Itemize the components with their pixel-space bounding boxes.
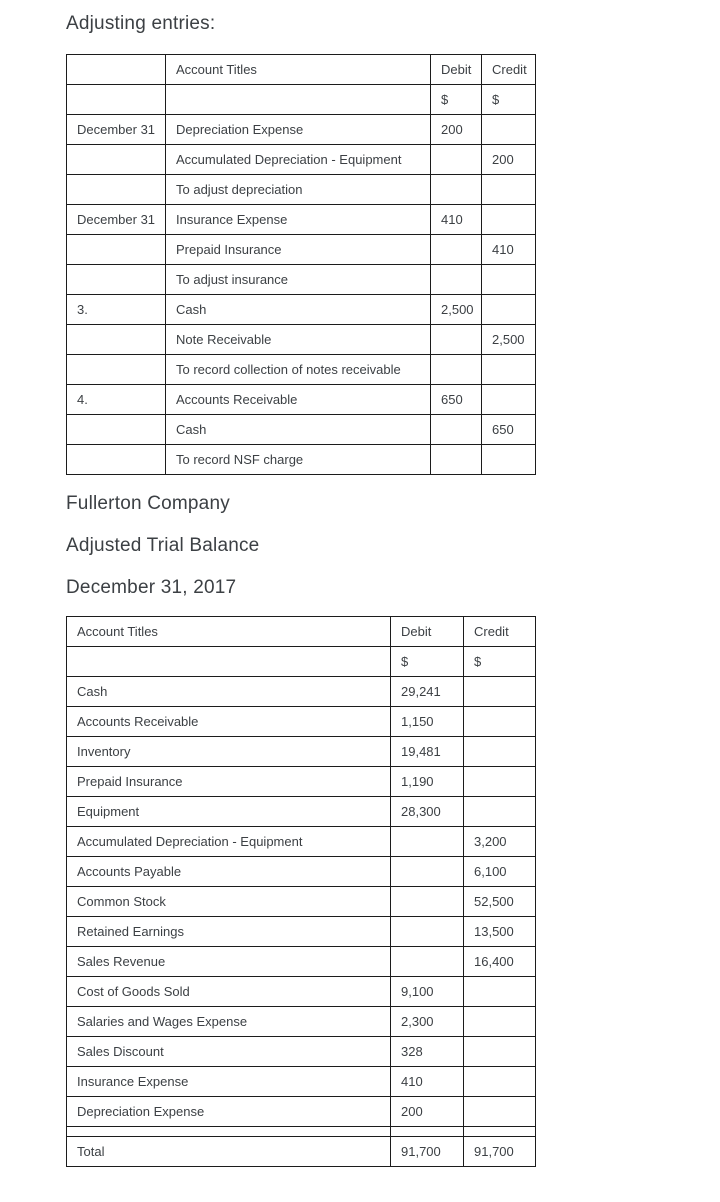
table-row <box>67 295 536 325</box>
date-cell <box>67 235 166 265</box>
table-row <box>67 947 536 977</box>
account-title-cell: Prepaid Insurance <box>67 767 391 797</box>
debit-cell <box>391 917 464 947</box>
debit-currency-cell: $ <box>431 85 482 115</box>
total-debit-cell: 91,700 <box>391 1137 464 1167</box>
account-titles-header-cell: Account Titles <box>67 617 391 647</box>
table-row <box>67 737 536 767</box>
date-cell: 4. <box>67 385 166 415</box>
credit-cell <box>482 445 536 475</box>
debit-header-cell: Debit <box>431 55 482 85</box>
credit-cell <box>464 1007 536 1037</box>
debit-cell: 28,300 <box>391 797 464 827</box>
date-cell: 3. <box>67 295 166 325</box>
account-title-cell: Accumulated Depreciation - Equipment <box>166 145 431 175</box>
account-title-cell: Insurance Expense <box>166 205 431 235</box>
date-cell <box>67 355 166 385</box>
debit-cell: 410 <box>391 1067 464 1097</box>
account-title-cell: Accounts Payable <box>67 857 391 887</box>
table-row <box>67 205 536 235</box>
total-credit-cell: 91,700 <box>464 1137 536 1167</box>
credit-cell <box>482 295 536 325</box>
account-title-cell: To adjust depreciation <box>166 175 431 205</box>
currency-row <box>67 85 536 115</box>
credit-header-cell: Credit <box>464 617 536 647</box>
account-title-cell: Cash <box>166 415 431 445</box>
table-row <box>67 677 536 707</box>
account-title-cell: Equipment <box>67 797 391 827</box>
credit-cell <box>482 205 536 235</box>
date-cell: December 31 <box>67 115 166 145</box>
date-cell: December 31 <box>67 205 166 235</box>
account-title-cell <box>166 85 431 115</box>
debit-cell <box>391 1127 464 1137</box>
table-row <box>67 145 536 175</box>
table-row <box>67 707 536 737</box>
account-title-cell: Depreciation Expense <box>166 115 431 145</box>
debit-cell: 650 <box>431 385 482 415</box>
account-title-cell: Prepaid Insurance <box>166 235 431 265</box>
total-row <box>67 1137 536 1167</box>
account-title-cell: Sales Revenue <box>67 947 391 977</box>
header-row <box>67 617 536 647</box>
debit-cell <box>431 325 482 355</box>
credit-cell <box>482 265 536 295</box>
table-row <box>67 887 536 917</box>
table-row <box>67 1037 536 1067</box>
credit-cell <box>464 1067 536 1097</box>
debit-cell: 2,500 <box>431 295 482 325</box>
credit-cell: 650 <box>482 415 536 445</box>
debit-cell <box>431 235 482 265</box>
table-row <box>67 1097 536 1127</box>
date-cell <box>67 325 166 355</box>
debit-cell <box>431 145 482 175</box>
credit-header-cell: Credit <box>482 55 536 85</box>
trial-balance-head <box>67 617 536 677</box>
credit-cell <box>482 385 536 415</box>
table-row <box>67 917 536 947</box>
table-row <box>67 977 536 1007</box>
date-cell <box>67 145 166 175</box>
debit-cell: 328 <box>391 1037 464 1067</box>
credit-cell: 6,100 <box>464 857 536 887</box>
total-label-cell: Total <box>67 1137 391 1167</box>
trial-balance-tbody <box>67 677 536 1127</box>
credit-cell: 2,500 <box>482 325 536 355</box>
debit-cell: 9,100 <box>391 977 464 1007</box>
credit-cell <box>464 797 536 827</box>
table-row <box>67 827 536 857</box>
date-cell <box>67 175 166 205</box>
debit-cell <box>431 175 482 205</box>
debit-cell <box>391 827 464 857</box>
date-cell <box>67 445 166 475</box>
credit-cell: 13,500 <box>464 917 536 947</box>
account-titles-header-cell: Account Titles <box>166 55 431 85</box>
account-title-cell: Accounts Receivable <box>67 707 391 737</box>
debit-cell <box>391 857 464 887</box>
debit-cell <box>431 445 482 475</box>
credit-cell <box>464 737 536 767</box>
debit-cell: 410 <box>431 205 482 235</box>
adjusting-entries-head <box>67 55 536 115</box>
debit-cell <box>431 265 482 295</box>
account-title-cell: To record NSF charge <box>166 445 431 475</box>
account-title-cell <box>67 1127 391 1137</box>
credit-cell <box>464 767 536 797</box>
credit-cell <box>482 175 536 205</box>
adjusting-entries-table <box>66 54 536 475</box>
table-row <box>67 767 536 797</box>
debit-cell: 1,150 <box>391 707 464 737</box>
credit-currency-cell: $ <box>482 85 536 115</box>
table-row <box>67 355 536 385</box>
account-title-cell: Sales Discount <box>67 1037 391 1067</box>
credit-cell: 52,500 <box>464 887 536 917</box>
debit-cell <box>431 415 482 445</box>
credit-cell: 200 <box>482 145 536 175</box>
adjusting-entries-heading: Adjusting entries: <box>66 13 216 34</box>
account-title-cell: Depreciation Expense <box>67 1097 391 1127</box>
trial-balance-date-heading: December 31, 2017 <box>66 577 237 598</box>
table-row <box>67 857 536 887</box>
debit-cell <box>391 947 464 977</box>
table-row <box>67 265 536 295</box>
credit-cell <box>464 707 536 737</box>
company-name-heading: Fullerton Company <box>66 493 230 514</box>
credit-cell: 16,400 <box>464 947 536 977</box>
account-title-cell: Cash <box>166 295 431 325</box>
date-cell <box>67 85 166 115</box>
table-row <box>67 445 536 475</box>
debit-cell: 200 <box>431 115 482 145</box>
credit-cell <box>464 977 536 1007</box>
date-cell <box>67 415 166 445</box>
debit-header-cell: Debit <box>391 617 464 647</box>
debit-cell: 200 <box>391 1097 464 1127</box>
credit-cell <box>464 1097 536 1127</box>
credit-cell <box>464 1127 536 1137</box>
date-cell <box>67 265 166 295</box>
credit-cell: 3,200 <box>464 827 536 857</box>
credit-cell <box>464 677 536 707</box>
trial-balance-footer <box>67 1127 536 1167</box>
account-title-cell: To adjust insurance <box>166 265 431 295</box>
debit-cell: 1,190 <box>391 767 464 797</box>
credit-cell <box>482 355 536 385</box>
debit-cell <box>431 355 482 385</box>
table-row <box>67 1067 536 1097</box>
credit-cell: 410 <box>482 235 536 265</box>
debit-cell: 19,481 <box>391 737 464 767</box>
credit-currency-cell: $ <box>464 647 536 677</box>
debit-currency-cell: $ <box>391 647 464 677</box>
account-title-cell: Note Receivable <box>166 325 431 355</box>
account-title-cell: Insurance Expense <box>67 1067 391 1097</box>
credit-cell <box>482 115 536 145</box>
debit-cell <box>391 887 464 917</box>
debit-cell: 29,241 <box>391 677 464 707</box>
account-title-cell: Common Stock <box>67 887 391 917</box>
adjusting-entries-tbody <box>67 115 536 475</box>
account-title-cell <box>67 647 391 677</box>
debit-cell: 2,300 <box>391 1007 464 1037</box>
table-row <box>67 385 536 415</box>
table-row <box>67 235 536 265</box>
spacer-row <box>67 1127 536 1137</box>
table-row <box>67 797 536 827</box>
date-header-cell <box>67 55 166 85</box>
account-title-cell: Cash <box>67 677 391 707</box>
table-row <box>67 115 536 145</box>
trial-balance-title-heading: Adjusted Trial Balance <box>66 535 260 556</box>
account-title-cell: Accounts Receivable <box>166 385 431 415</box>
table-row <box>67 175 536 205</box>
account-title-cell: Cost of Goods Sold <box>67 977 391 1007</box>
currency-row <box>67 647 536 677</box>
account-title-cell: Inventory <box>67 737 391 767</box>
account-title-cell: To record collection of notes receivable <box>166 355 431 385</box>
table-row <box>67 1007 536 1037</box>
account-title-cell: Accumulated Depreciation - Equipment <box>67 827 391 857</box>
account-title-cell: Retained Earnings <box>67 917 391 947</box>
table-row <box>67 415 536 445</box>
credit-cell <box>464 1037 536 1067</box>
trial-balance-table <box>66 616 536 1167</box>
table-row <box>67 325 536 355</box>
header-row <box>67 55 536 85</box>
account-title-cell: Salaries and Wages Expense <box>67 1007 391 1037</box>
